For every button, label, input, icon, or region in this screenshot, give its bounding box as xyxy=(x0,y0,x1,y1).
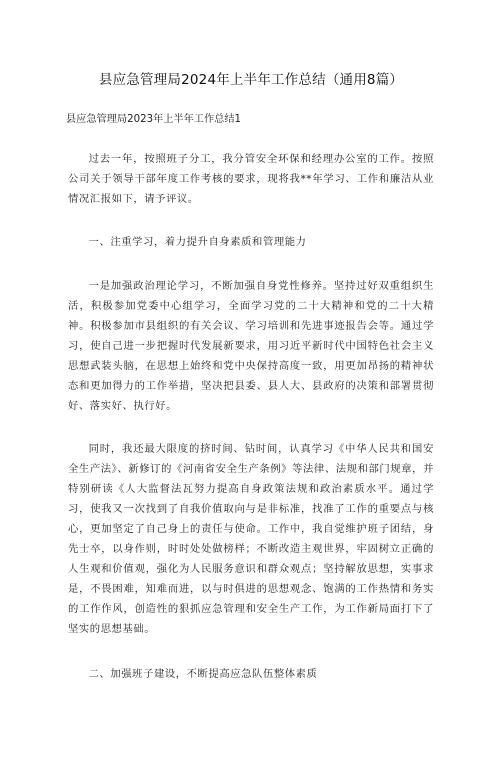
document-title: 县应急管理局2024年上半年工作总结（通用8篇） xyxy=(98,72,404,88)
section-heading-2: 二、加强班子建设，不断提高应急队伍整体素质 xyxy=(88,668,318,680)
body-paragraph-2: 同时，我还最大限度的挤时间、钻时间，认真学习《中华人民共和国安全生产法》、新修订的《河南省安全生产条例》等法律、法规和部门规章，并特别研读《人大监督法瓦努力提高自身政策法规和政治素质水平。通过学习，使我又一次找到了自我价值取向与是非标准，找准了工作的重要点与核心，更加坚定了自己身上的责任与使命。工作中，我自觉维护班子团结，身先士卒，以身作则，时时处处做榜样；不断改造主观世界，牢固树立正确的人生观和价值观，强化为人民服务意识和群众观点；坚持解放思想，实事求是，不畏困难，知难而进，以与时俱进的思想观念、饱满的工作热情和务实的工作作风，创造性的狠抓应急管理和安全生产工作，为工作新局面打下了坚实的思想基础。 xyxy=(68,443,434,635)
body-paragraph-1: 一是加强政治理论学习，不断加强自身党性修养。坚持过好双重组织生活，积极参加党委中心组学习，全面学习党的二十大精神和党的二十大精神。积极参加市县组织的有关会议、学习培训和先进事迹报告会等。通过学习，使自己进一步把握时代发展新要求，用习近平新时代中国特色社会主义思想武装头脑，在思想上始终和党中央保持高度一致，用更加昂扬的精神状态和更加得力的工作举措，坚决把县委、县人大、县政府的决策和部署贯彻好、落实好、执行好。 xyxy=(68,280,434,412)
document-subtitle: 县应急管理局2023年上半年工作总结1 xyxy=(66,114,242,125)
section-heading-1: 一、注重学习，着力提升自身素质和管理能力 xyxy=(88,236,307,248)
intro-paragraph: 过去一年，按照班子分工，我分管安全环保和经理办公室的工作。按照公司关于领导干部年度工作考核的要求，现将我**年学习、工作和廉洁从业情况汇报如下，请予评议。 xyxy=(68,153,434,205)
document-page xyxy=(0,68,500,775)
